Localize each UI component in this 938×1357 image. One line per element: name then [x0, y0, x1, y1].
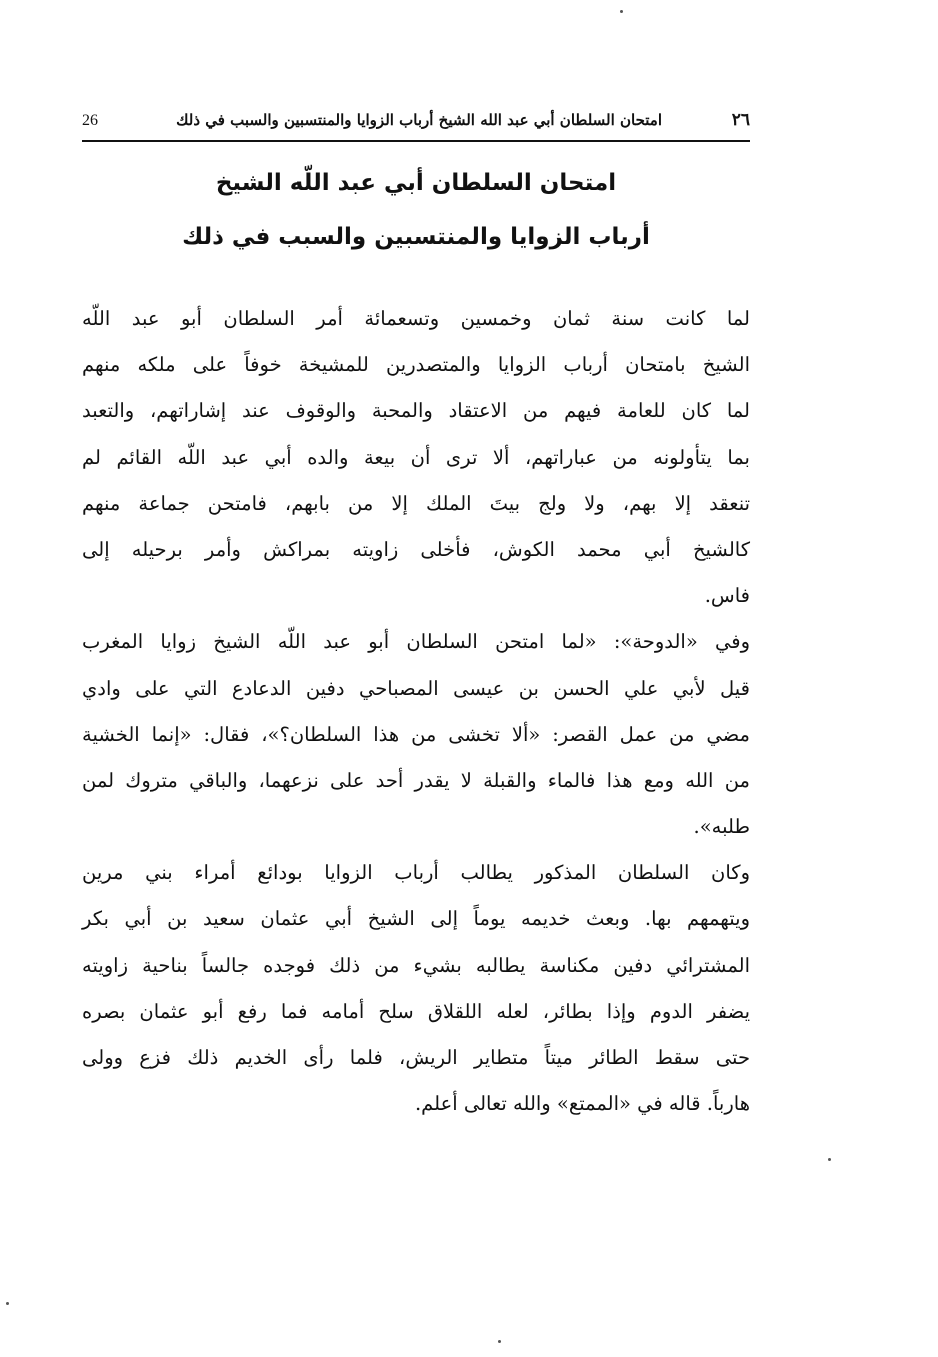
text-line: قيل لأبي علي الحسن بن عيسى المصباحي دفين الدعادع التي على وادي	[82, 676, 750, 700]
text-line: طلبه».	[693, 815, 750, 839]
paragraph-2	[82, 619, 750, 850]
running-header	[82, 106, 750, 142]
scan-speck	[498, 1340, 501, 1343]
text-line: وفي «الدوحة»: «لما امتحن السلطان أبو عبد اللّه الشيخ زوايا المغرب	[82, 630, 750, 654]
text-line: حتى سقط الطائر ميتاً متطاير الريش، فلما رأى الخديم ذلك فزع وولى	[82, 1046, 750, 1069]
page-number-arabic: ٢٦	[731, 110, 750, 130]
text-line: لما كانت سنة ثمان وخمسين وتسعمائة أمر السلطان أبو عبد اللّه	[82, 307, 750, 330]
paragraph-3	[82, 850, 750, 1127]
text-line: مضي من عمل القصر: «ألا تخشى من هذا السلطان؟»، فقال: «إنما الخشية	[82, 722, 750, 746]
chapter-title-line-2: أرباب الزوايا والمنتسبين والسبب في ذلك	[182, 224, 650, 250]
text-line: لما كان للعامة فيهم من الاعتقاد والمحبة والوقوف عند إشاراتهم، والتعبد	[82, 399, 750, 423]
text-line: وكان السلطان المذكور يطالب أرباب الزوايا بودائع أمراء بني مرين	[82, 861, 750, 885]
scan-speck	[620, 10, 623, 13]
text-line: يضفر الدوم وإذا بطائر، لعله اللقلاق سلح أمامه فما رفع أبو عثمان بصره	[82, 999, 750, 1023]
text-line: هارباً. قاله في «الممتع» والله تعالى أعلم.	[414, 1092, 750, 1116]
chapter-title-line-1: امتحان السلطان أبي عبد اللّه الشيخ	[215, 170, 617, 196]
running-title: امتحان السلطان أبي عبد الله الشيخ أرباب الزوايا والمنتسبين والسبب في ذلك	[176, 111, 662, 129]
text-line: الشيخ بامتحان أرباب الزوايا والمتصدرين للمشيخة خوفاً على ملكه منهم	[82, 353, 750, 377]
text-line: كالشيخ أبي محمد الكوش، فأخلى زاويته بمراكش وأمر برحيله إلى	[82, 537, 750, 561]
scan-speck	[828, 1158, 831, 1161]
text-line: ويتهمهم بها. وبعث خديمه يوماً إلى الشيخ أبي عثمان سعيد بن أبي بكر	[82, 907, 750, 931]
text-line: من الله ومع هذا فالماء والقبلة لا يقدر أحد على نزعهما، والباقي متروك لمن	[82, 768, 750, 792]
page-number-latin: 26	[82, 112, 98, 129]
body-text	[82, 296, 750, 1127]
paragraph-1	[82, 296, 750, 619]
scan-speck	[6, 1302, 9, 1305]
text-line: المشترائي دفين مكناسة يطالبه بشيء من ذلك فوجده جالساً بناحية زاويته	[82, 953, 750, 977]
text-line: بما يتأولونه من عباراتهم، ألا ترى أن بيعة والده أبي عبد اللّه القائم لم	[82, 445, 750, 469]
text-line: تنعقد إلا بهم، ولا ولج بيتَ الملك إلا من بابهم، فامتحن جماعة منهم	[82, 491, 750, 515]
text-line: فاس.	[704, 584, 750, 608]
